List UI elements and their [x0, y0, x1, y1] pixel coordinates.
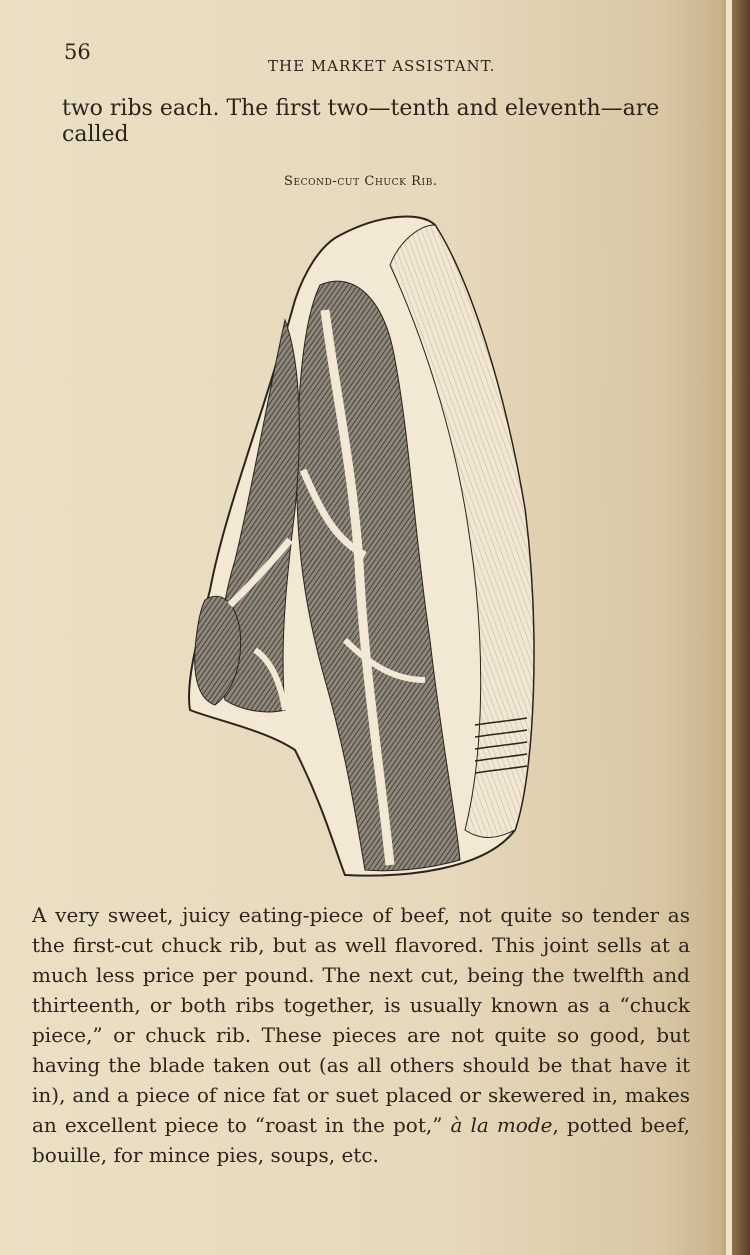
running-head: THE MARKET ASSISTANT. [268, 57, 496, 75]
body-text-part: , potted beef, bouille, for mince pies, soups, etc. [32, 1113, 690, 1167]
book-spine [732, 0, 750, 1255]
page-number: 56 [64, 40, 91, 64]
figure-caption: Second-cut Chuck Rib. [284, 174, 438, 189]
body-paragraph [32, 900, 690, 1170]
body-text-part: A very sweet, juicy eating-piece of beef, not quite so tender as the first-cut chuck rib, but as well flavored. This joint sells at a much less price per pound. The next cut, being the twelfth and thirteenth, or both ribs together, is usually known as a “chuck piece,” or chuck rib. These pieces are not quite so good, but having the blade taken out (as all others should be that have it in), and a piece of nice fat or suet placed or skewered in, makes an excellent piece to “roast in the pot,” [32, 903, 690, 1137]
intro-paragraph: two ribs each. The first two—tenth and eleventh—are called [62, 96, 660, 147]
body-text-italic: à la mode [450, 1113, 553, 1137]
chuck-rib-illustration [185, 210, 535, 880]
